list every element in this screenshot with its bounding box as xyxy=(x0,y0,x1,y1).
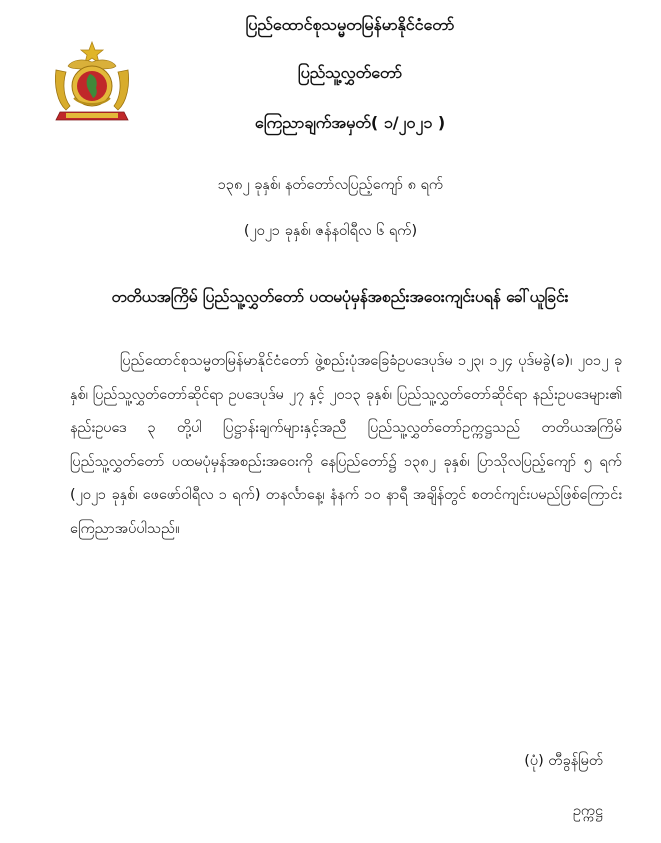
gregorian-date: (၂၀၂၁ ခုနှစ်၊ ဇန်နဝါရီလ ၆ ရက်) xyxy=(243,223,418,239)
signer-name: (ပုံ) တီခွန်မြတ် xyxy=(524,753,603,769)
state-name-heading: ပြည်ထောင်စုသမ္မတမြန်မာနိုင်ငံတော် xyxy=(245,15,455,34)
office-name-heading: ပြည်သူ့လွှတ်တော် xyxy=(297,63,403,82)
myanmar-calendar-date: ၁၃၈၂ ခုနှစ်၊ နတ်တော်လပြည့်ကျော် ၈ ရက် xyxy=(217,177,444,193)
notice-body-paragraph: ပြည်ထောင်စုသမ္မတမြန်မာနိုင်ငံတော် ဖွဲ့စည်းပုံအခြေခံဥပဒေပုဒ်မ ၁၂၃၊ ၁၂၄ ပုဒ်မခွဲ(ခ)၊ ၂၀၁၂ ခုနှစ်၊ ပြည်သူ့လွှတ်တော်ဆိုင်ရာ ဥပဒေပုဒ်မ ၂၇ နှင့် ၂၀၁၃ ခုနှစ်၊ ပြည်သူ့လွှတ်တော်ဆိုင်ရာ နည်းဥပဒေများ၏ နည်းဥပဒေ ၃ တို့ပါ ပြဋ္ဌာန်းချက်များနှင့်အညီ ပြည်သူ့လွှတ်တော်ဥက္ကဋ္ဌသည် တတိယအကြိမ် ပြည်သူ့လွှတ်တော် ပထမပုံမှန်အစည်းအဝေးကို နေပြည်တော်၌ ၁၃၈၂ ခုနှစ်၊ ပြာသိုလပြည့်ကျော် ၅ ရက် (၂၀၂၁ ခုနှစ်၊ ဖေဖော်ဝါရီလ ၁ ရက်) တနင်္လာနေ့၊ နံနက် ၁၀ နာရီ အချိန်တွင် စတင်ကျင်းပမည်ဖြစ်ကြောင်း ကြေညာအပ်ပါသည်။ xyxy=(70,353,622,537)
seal-icon xyxy=(52,40,132,126)
notice-subject: တတိယအကြိမ် ပြည်သူ့လွှတ်တော် ပထမပုံမှန်အစည်းအဝေးကျင်းပရန် ခေါ်ယူခြင်း xyxy=(111,288,569,306)
signer-title: ဥက္ကဋ္ဌ xyxy=(572,803,603,819)
state-seal-emblem xyxy=(52,40,132,126)
notice-number: ကြေညာချက်အမှတ်( ၁/၂၀၂၁ ) xyxy=(254,113,446,132)
